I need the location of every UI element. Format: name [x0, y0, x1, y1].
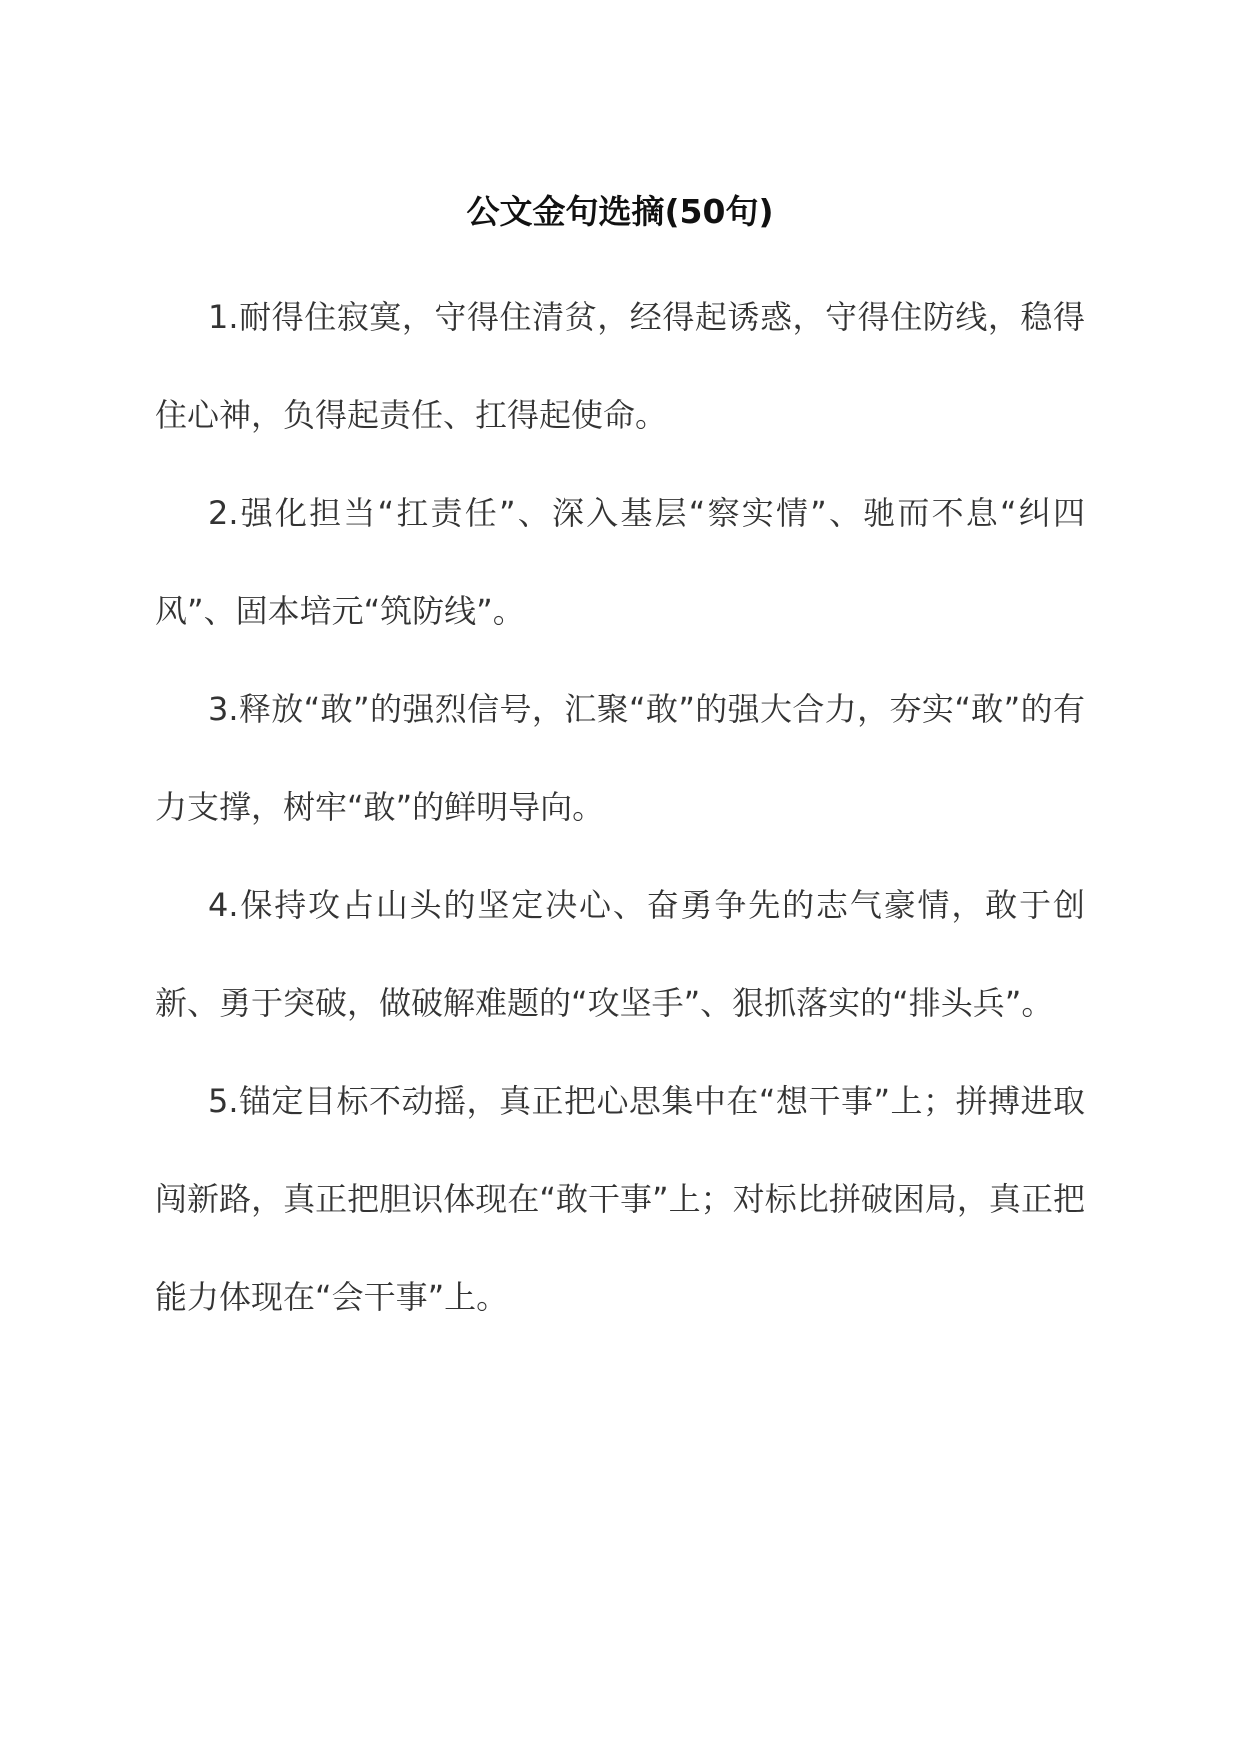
paragraph-4: 4.保持攻占山头的坚定决心、奋勇争先的志气豪情，敢于创新、勇于突破，做破解难题的“攻坚手”、狠抓落实的“排头兵”。 [155, 886, 1085, 1022]
document-title: 公文金句选摘(50句) [466, 192, 774, 231]
paragraph-3: 3.释放“敢”的强烈信号，汇聚“敢”的强大合力，夯实“敢”的有力支撑，树牢“敢”的鲜明导向。 [155, 690, 1085, 826]
paragraph-1: 1.耐得住寂寞，守得住清贫，经得起诱惑，守得住防线，稳得住心神，负得起责任、扛得起使命。 [155, 298, 1085, 434]
paragraph-2: 2.强化担当“扛责任”、深入基层“察实情”、驰而不息“纠四风”、固本培元“筑防线”。 [155, 494, 1085, 630]
paragraph-5: 5.锚定目标不动摇，真正把心思集中在“想干事”上；拼搏进取闯新路，真正把胆识体现在“敢干事”上；对标比拼破困局，真正把能力体现在“会干事”上。 [155, 1082, 1085, 1316]
document-body [155, 268, 1085, 1346]
